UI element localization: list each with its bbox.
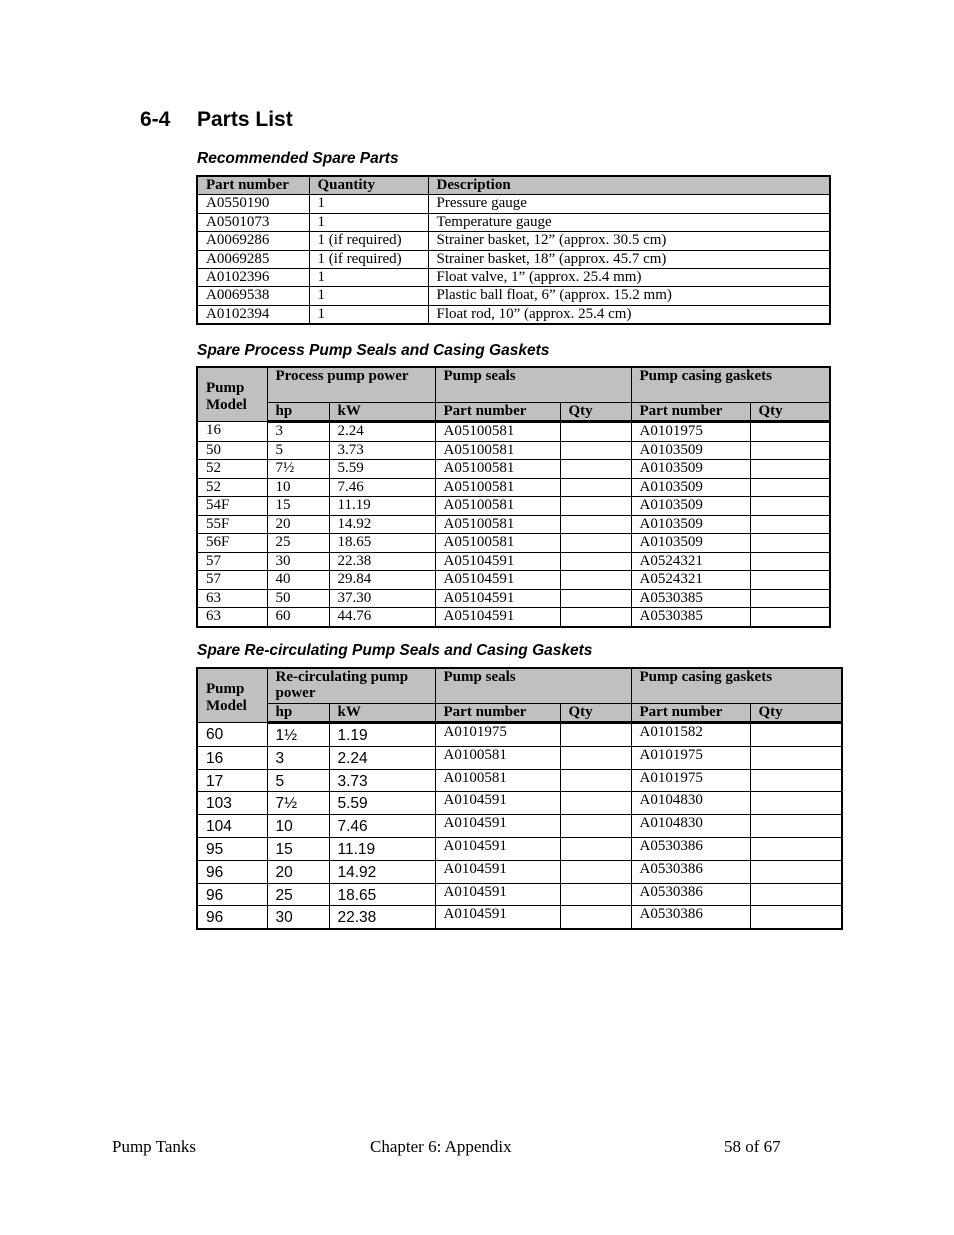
spare-parts-heading: Recommended Spare Parts (197, 150, 399, 167)
table-cell: 10 (267, 478, 329, 497)
table-cell: 3 (267, 746, 329, 769)
table-cell: A0103509 (631, 441, 750, 460)
table-cell (560, 589, 631, 608)
seal-qty-header: Qty (560, 704, 631, 723)
table-cell: A0103509 (631, 460, 750, 479)
table-cell: 104 (197, 815, 267, 838)
table-cell: 25 (267, 534, 329, 553)
table-cell: A0103509 (631, 478, 750, 497)
table-row (197, 515, 830, 534)
table-cell (750, 792, 842, 815)
table-cell: 1 (309, 305, 428, 324)
table-cell: 50 (197, 441, 267, 460)
table-cell (750, 883, 842, 906)
table-cell (750, 515, 830, 534)
table-cell: 60 (267, 608, 329, 627)
table-cell (560, 906, 631, 929)
table-cell (750, 723, 842, 747)
table-cell: A0101975 (631, 746, 750, 769)
kw-header: kW (329, 704, 435, 723)
table-cell (750, 571, 830, 590)
table-cell (560, 815, 631, 838)
table-cell: 63 (197, 589, 267, 608)
table-cell (560, 534, 631, 553)
table-cell: 11.19 (329, 497, 435, 516)
table-cell: A0104591 (435, 906, 560, 929)
table-cell: A05100581 (435, 460, 560, 479)
table-row (197, 534, 830, 553)
table-cell (750, 422, 830, 442)
table-row (197, 860, 842, 883)
table-cell (560, 460, 631, 479)
table-cell: 40 (267, 571, 329, 590)
pump-model-header: Pump Model (197, 668, 267, 723)
table-cell: 7½ (267, 460, 329, 479)
table-cell (560, 723, 631, 747)
table-cell: A0104591 (435, 860, 560, 883)
table-cell: A0104591 (435, 792, 560, 815)
table-cell: A0104591 (435, 815, 560, 838)
table-cell: 1 (309, 268, 428, 286)
table-cell: 5.59 (329, 792, 435, 815)
table-cell: 50 (267, 589, 329, 608)
table-row (197, 792, 842, 815)
table-cell: Float valve, 1” (approx. 25.4 mm) (428, 268, 830, 286)
table-cell: 57 (197, 552, 267, 571)
spare-parts-table (196, 175, 831, 325)
table-cell: Strainer basket, 12” (approx. 30.5 cm) (428, 232, 830, 250)
table-row (197, 906, 842, 929)
table-cell: A05100581 (435, 534, 560, 553)
table-cell: 25 (267, 883, 329, 906)
table-subheader-row (197, 704, 842, 723)
seal-qty-header: Qty (560, 403, 631, 422)
table-cell: 18.65 (329, 883, 435, 906)
table-row (197, 837, 842, 860)
table-row (197, 497, 830, 516)
table-cell: A0530385 (631, 608, 750, 627)
table-cell: 14.92 (329, 515, 435, 534)
table-cell (750, 589, 830, 608)
table-row (197, 883, 842, 906)
table-cell: 3 (267, 422, 329, 442)
table-cell: 96 (197, 906, 267, 929)
table-cell: 14.92 (329, 860, 435, 883)
table-cell: 11.19 (329, 837, 435, 860)
table-cell: 60 (197, 723, 267, 747)
table-cell: 2.24 (329, 422, 435, 442)
table-cell (560, 883, 631, 906)
table-row (197, 268, 830, 286)
footer-page-number: 58 of 67 (724, 1137, 781, 1156)
table-cell: 52 (197, 478, 267, 497)
recirc-seals-heading: Spare Re-circulating Pump Seals and Casing Gaskets (197, 642, 593, 659)
table-cell: A0069286 (197, 232, 309, 250)
table-cell (750, 906, 842, 929)
pump-seals-header: Pump seals (435, 367, 631, 403)
table-row (197, 552, 830, 571)
casing-gaskets-header: Pump casing gaskets (631, 668, 842, 704)
table-cell: A0104591 (435, 883, 560, 906)
table-cell: A05104591 (435, 589, 560, 608)
table-cell: Float rod, 10” (approx. 25.4 cm) (428, 305, 830, 324)
table-cell: 20 (267, 515, 329, 534)
table-row (197, 478, 830, 497)
table-cell: A05104591 (435, 608, 560, 627)
table-cell (750, 608, 830, 627)
table-cell: A0524321 (631, 571, 750, 590)
table-cell: 2.24 (329, 746, 435, 769)
table-cell: Plastic ball float, 6” (approx. 15.2 mm) (428, 287, 830, 305)
table-cell: 15 (267, 837, 329, 860)
column-header: Quantity (309, 176, 428, 195)
table-cell: 30 (267, 552, 329, 571)
table-cell (750, 441, 830, 460)
table-cell: Strainer basket, 18” (approx. 45.7 cm) (428, 250, 830, 268)
table-cell: A0104591 (435, 837, 560, 860)
table-cell: A0103509 (631, 534, 750, 553)
table-cell: 52 (197, 460, 267, 479)
pump-seals-header: Pump seals (435, 668, 631, 704)
table-row (197, 441, 830, 460)
table-cell: A0501073 (197, 213, 309, 231)
recirc-seals-table (196, 667, 843, 930)
table-cell (560, 422, 631, 442)
table-cell: A0101975 (631, 422, 750, 442)
table-cell: 63 (197, 608, 267, 627)
seal-part-header: Part number (435, 403, 560, 422)
table-cell (560, 837, 631, 860)
table-cell: 3.73 (329, 769, 435, 792)
table-cell: A0069538 (197, 287, 309, 305)
table-cell: 1 (309, 195, 428, 213)
table-cell: A0530386 (631, 883, 750, 906)
table-row (197, 589, 830, 608)
table-cell (750, 746, 842, 769)
table-cell (560, 441, 631, 460)
table-cell: 15 (267, 497, 329, 516)
table-cell: A0530386 (631, 837, 750, 860)
table-cell (560, 746, 631, 769)
power-header: Re-circulating pump power (267, 668, 435, 704)
column-header: Part number (197, 176, 309, 195)
table-cell: 56F (197, 534, 267, 553)
table-cell: 1 (309, 287, 428, 305)
table-cell: A05100581 (435, 515, 560, 534)
table-cell (560, 478, 631, 497)
table-cell: A0102396 (197, 268, 309, 286)
table-cell: 44.76 (329, 608, 435, 627)
table-cell: A05100581 (435, 441, 560, 460)
table-cell (560, 497, 631, 516)
table-cell: 29.84 (329, 571, 435, 590)
table-header-row (197, 176, 830, 195)
table-cell: A0069285 (197, 250, 309, 268)
table-cell: A0101582 (631, 723, 750, 747)
table-cell (750, 478, 830, 497)
table-row (197, 571, 830, 590)
table-cell: A0550190 (197, 195, 309, 213)
table-cell: A0530385 (631, 589, 750, 608)
table-cell: 30 (267, 906, 329, 929)
footer-center: Chapter 6: Appendix (370, 1137, 512, 1156)
table-cell: A05104591 (435, 552, 560, 571)
seal-part-header: Part number (435, 704, 560, 723)
section-number: 6-4 (140, 108, 171, 131)
table-cell: 5 (267, 441, 329, 460)
table-cell: A0101975 (631, 769, 750, 792)
table-cell: 10 (267, 815, 329, 838)
table-cell: 54F (197, 497, 267, 516)
table-cell: 22.38 (329, 552, 435, 571)
table-cell (560, 860, 631, 883)
table-cell: 1.19 (329, 723, 435, 747)
section-heading (140, 108, 293, 132)
table-cell: A0102394 (197, 305, 309, 324)
table-cell: 7.46 (329, 815, 435, 838)
table-row (197, 723, 842, 747)
table-cell: 3.73 (329, 441, 435, 460)
process-seals-table (196, 366, 831, 628)
table-subheader-row (197, 403, 830, 422)
table-row (197, 422, 830, 442)
footer-left: Pump Tanks (112, 1137, 196, 1156)
table-cell: Pressure gauge (428, 195, 830, 213)
table-cell: A0100581 (435, 769, 560, 792)
table-header-row (197, 367, 830, 403)
power-header: Process pump power (267, 367, 435, 403)
process-seals-heading: Spare Process Pump Seals and Casing Gaskets (197, 342, 550, 359)
gasket-qty-header: Qty (750, 704, 842, 723)
table-cell: A0530386 (631, 906, 750, 929)
table-row (197, 213, 830, 231)
table-cell: 20 (267, 860, 329, 883)
table-cell: A0103509 (631, 515, 750, 534)
table-cell: 1 (if required) (309, 232, 428, 250)
hp-header: hp (267, 403, 329, 422)
table-cell (750, 497, 830, 516)
table-cell (560, 769, 631, 792)
kw-header: kW (329, 403, 435, 422)
table-cell: 103 (197, 792, 267, 815)
table-cell: 95 (197, 837, 267, 860)
table-cell (750, 460, 830, 479)
table-cell: 5.59 (329, 460, 435, 479)
table-cell (750, 534, 830, 553)
table-cell (560, 552, 631, 571)
table-cell: 57 (197, 571, 267, 590)
table-cell: 17 (197, 769, 267, 792)
table-cell (750, 815, 842, 838)
table-cell: A0100581 (435, 746, 560, 769)
table-cell: A0104830 (631, 815, 750, 838)
table-cell (750, 837, 842, 860)
table-cell: 5 (267, 769, 329, 792)
table-row (197, 815, 842, 838)
table-cell (560, 792, 631, 815)
table-cell: A05100581 (435, 422, 560, 442)
table-cell: 37.30 (329, 589, 435, 608)
table-cell: A05104591 (435, 571, 560, 590)
gasket-part-header: Part number (631, 704, 750, 723)
table-row (197, 460, 830, 479)
table-row (197, 608, 830, 627)
table-cell: 1½ (267, 723, 329, 747)
table-cell: A0524321 (631, 552, 750, 571)
table-row (197, 232, 830, 250)
table-row (197, 287, 830, 305)
table-cell: 7½ (267, 792, 329, 815)
table-cell: Temperature gauge (428, 213, 830, 231)
table-cell: 1 (309, 213, 428, 231)
table-cell: 55F (197, 515, 267, 534)
table-cell: A05100581 (435, 497, 560, 516)
table-row (197, 305, 830, 324)
table-cell: 18.65 (329, 534, 435, 553)
table-cell: 16 (197, 422, 267, 442)
table-row (197, 746, 842, 769)
hp-header: hp (267, 704, 329, 723)
table-cell: 96 (197, 860, 267, 883)
casing-gaskets-header: Pump casing gaskets (631, 367, 830, 403)
table-cell (750, 769, 842, 792)
section-title: Parts List (197, 108, 293, 131)
column-header: Description (428, 176, 830, 195)
table-cell: A0103509 (631, 497, 750, 516)
table-cell (560, 515, 631, 534)
table-row (197, 195, 830, 213)
table-cell: 22.38 (329, 906, 435, 929)
table-cell: A0104830 (631, 792, 750, 815)
table-row (197, 769, 842, 792)
table-cell (750, 552, 830, 571)
table-cell: 7.46 (329, 478, 435, 497)
table-row (197, 250, 830, 268)
table-header-row (197, 668, 842, 704)
table-cell: 96 (197, 883, 267, 906)
table-cell: 1 (if required) (309, 250, 428, 268)
table-cell (560, 608, 631, 627)
pump-model-header: Pump Model (197, 367, 267, 422)
table-cell: A0101975 (435, 723, 560, 747)
table-cell (750, 860, 842, 883)
table-cell: 16 (197, 746, 267, 769)
table-cell: A0530386 (631, 860, 750, 883)
gasket-qty-header: Qty (750, 403, 830, 422)
gasket-part-header: Part number (631, 403, 750, 422)
table-cell (560, 571, 631, 590)
table-cell: A05100581 (435, 478, 560, 497)
